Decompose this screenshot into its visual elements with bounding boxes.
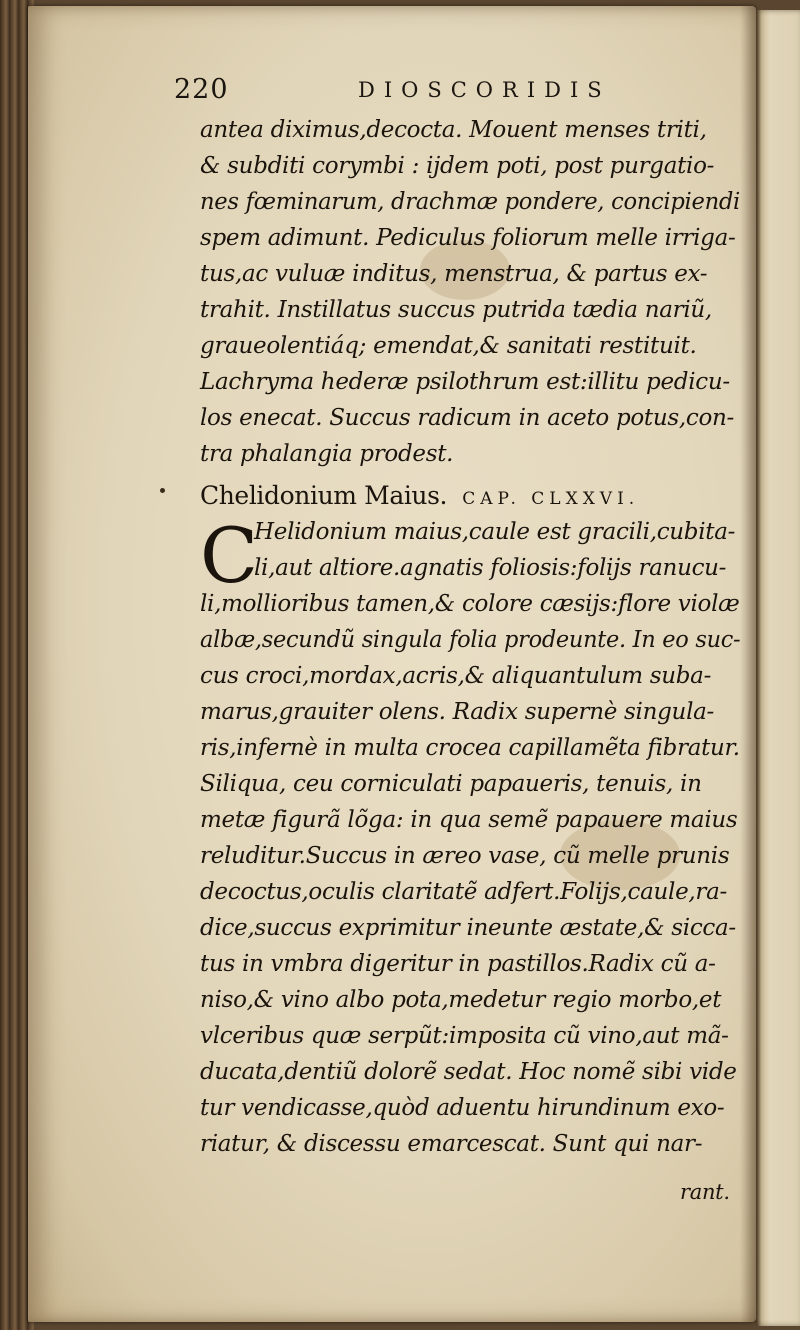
text-line: li,mollioribus tamen,& colore cæsijs:flore violæ — [200, 591, 740, 617]
text-line: graueolentiáq; emendat,& sanitati restituit. — [200, 333, 697, 359]
text-line: tur vendicasse,quòd aduentu hirundinum exo- — [200, 1095, 725, 1121]
text-line: nes fœminarum, drachmæ pondere, concipiendi — [200, 189, 740, 215]
text-line: albæ,secundũ singula folia prodeunte. In eo suc- — [200, 627, 741, 653]
facing-page-edge — [756, 10, 800, 1326]
text-line: ducata,dentiũ dolorẽ sedat. Hoc nomẽ sibi vide — [200, 1059, 737, 1085]
page-number: 220 — [174, 74, 229, 105]
gutter-shadow — [740, 6, 756, 1322]
text-line: Lachryma hederæ psilothrum est:illitu pedicu- — [200, 369, 730, 395]
text-line: los enecat. Succus radicum in aceto potus,con- — [200, 405, 735, 431]
text-line: vlceribus quæ serpũt:imposita cũ vino,aut mã- — [200, 1023, 729, 1049]
margin-mark — [160, 488, 165, 493]
text-line: antea diximus,decocta. Mouent menses triti, — [200, 117, 707, 143]
text-line: metæ figurã lõga: in qua semẽ papauere maius — [200, 807, 738, 833]
text-line: tra phalangia prodest. — [200, 441, 454, 467]
running-head — [160, 72, 640, 112]
catchword: rant. — [680, 1180, 730, 1204]
text-line: & subditi corymbi : ijdem poti, post purgatio- — [200, 153, 715, 179]
chapter-title: Chelidonium Maius. — [200, 481, 448, 510]
text-line: marus,grauiter olens. Radix supernè singula- — [200, 699, 715, 725]
text-line: Siliqua, ceu corniculati papaueris, tenuis, in — [200, 771, 702, 797]
text-line: niso,& vino albo pota,medetur regio morbo,et — [200, 987, 722, 1013]
text-line: riatur, & discessu emarcescat. Sunt qui nar- — [200, 1131, 703, 1157]
text-line: tus in vmbra digeritur in pastillos.Radix cũ a- — [200, 951, 716, 977]
text-line: dice,succus exprimitur ineunte æstate,& sicca- — [200, 915, 736, 941]
running-head-title: DIOSCORIDIS — [358, 78, 611, 102]
drop-initial: C — [200, 511, 259, 600]
text-line: reluditur.Succus in æreo vase, cũ melle prunis — [200, 843, 730, 869]
text-line: cus croci,mordax,acris,& aliquantulum suba- — [200, 663, 712, 689]
text-line: decoctus,oculis claritatẽ adfert.Folijs,caule,ra- — [200, 879, 727, 905]
text-line: ris,infernè in multa crocea capillamẽta fibratur. — [200, 735, 740, 761]
chapter-heading — [200, 476, 639, 516]
text-line: Helidonium maius,caule est gracili,cubita- — [254, 519, 736, 545]
text-line: trahit. Instillatus succus putrida tædia nariũ, — [200, 297, 712, 323]
text-line: li,aut altiore.agnatis foliosis:folijs ranucu- — [254, 555, 727, 581]
chapter-number: CAP. CLXXVI. — [462, 489, 640, 509]
text-line: tus,ac vuluæ inditus, menstrua, & partus ex- — [200, 261, 708, 287]
text-line: spem adimunt. Pediculus foliorum melle irriga- — [200, 225, 736, 251]
